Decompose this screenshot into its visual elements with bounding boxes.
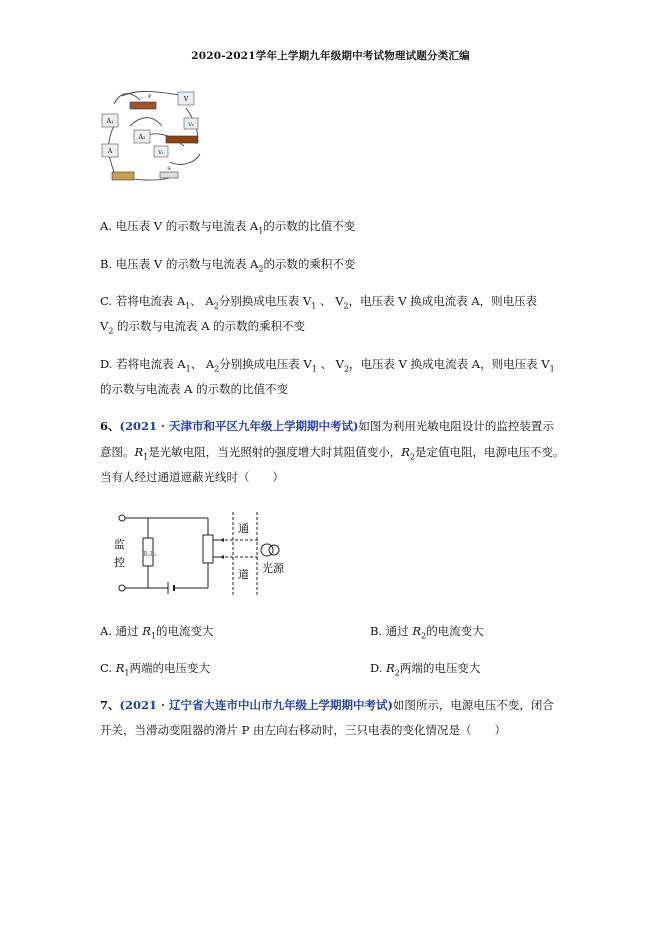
battery — [112, 172, 134, 180]
question-number: 7、 — [100, 698, 120, 712]
q7-line-1: 7、(2021 · 辽宁省大连市中山市九年级上学期期中考试)如图所示，电源电压不变，闭合 — [100, 698, 554, 712]
resistor-label: R₂R₁ — [143, 551, 157, 558]
q6-line-1: 6、(2021 · 天津市和平区九年级上学期期中考试)如图为利用光敏电阻设计的监控装置示 — [100, 419, 554, 433]
q6-option-D: D. $R_2$两端的电压变大 — [370, 661, 481, 678]
meter-A — [102, 144, 118, 157]
q6-option-C: C. $R_1$两端的电压变大 — [100, 661, 210, 678]
light-source-label: 光源 — [262, 562, 284, 575]
circuit-figure-q6 — [110, 510, 310, 600]
question-source: (2021 · 辽宁省大连市中山市九年级上学期期中考试) — [119, 698, 393, 712]
q6-option-A: A. 通过 $R_1$的电流变大 — [100, 624, 214, 641]
switch — [160, 166, 178, 178]
meter-label: V — [183, 96, 189, 103]
meter-A1 — [102, 114, 118, 127]
monitor-label-1: 监 — [114, 538, 125, 551]
page-header: 2020-2021学年上学期九年级期中考试物理试题分类汇编 — [191, 50, 470, 62]
option-A: A. 电压表 V 的示数与电流表 $A_1$的示数的比值不变 — [100, 219, 356, 236]
slider-label: P — [148, 94, 152, 100]
monitor-label-2: 控 — [114, 556, 125, 569]
switch-label: S — [167, 166, 171, 172]
option-B: B. 电压表 V 的示数与电流表 $A_2$的示数的乘积不变 — [100, 257, 356, 274]
meter-label: A₁ — [106, 118, 114, 125]
option-C: C. 若将电流表 $A_1$、 $A_2$分别换成电压表 $V_1$ 、 $V_2$，电压表 V 换成电流表 A，则电压表 — [100, 294, 538, 311]
rheostat-right — [166, 136, 198, 143]
meter-label: V₁ — [158, 150, 164, 156]
question-source: (2021 · 天津市和平区九年级上学期期中考试) — [119, 419, 359, 433]
meter-label: A₂ — [138, 134, 146, 141]
meter-A2 — [134, 130, 150, 143]
q6-line-3: 当有人经过通道遮蔽光线时（ ） — [100, 470, 284, 484]
meter-V1 — [154, 146, 168, 157]
rheostat-top — [130, 102, 156, 109]
channel-label-2: 道 — [238, 568, 249, 581]
circuit-figure-1 — [100, 86, 210, 192]
option-D-line2: 的示数与电流表 A 的示数的比值不变 — [100, 382, 289, 396]
meter-label: A — [107, 148, 113, 155]
q6-line-2: 意图。$R_1$是光敏电阻，当光照射的强度增大时其阻值变小，$R_2$是定值电阻，电源电压不变。 — [100, 445, 565, 462]
meter-label: V₂ — [188, 122, 194, 128]
q6-option-B: B. 通过 $R_2$的电流变大 — [370, 624, 484, 641]
meter-V2 — [184, 118, 198, 129]
option-D: D. 若将电流表 $A_1$、 $A_2$分别换成电压表 $V_1$ 、 $V_2$，电压表 V 换成电流表 A，则电压表 $V_1$ — [100, 357, 555, 374]
channel-label-1: 通 — [238, 522, 249, 535]
q7-line-2: 开关，当滑动变阻器的滑片 P 由左向右移动时，三只电表的变化情况是（ ） — [100, 723, 507, 737]
question-number: 6、 — [100, 419, 120, 433]
option-C-line2: $V_2$ 的示数与电流表 A 的示数的乘积不变 — [100, 319, 306, 336]
meter-V — [178, 92, 194, 105]
